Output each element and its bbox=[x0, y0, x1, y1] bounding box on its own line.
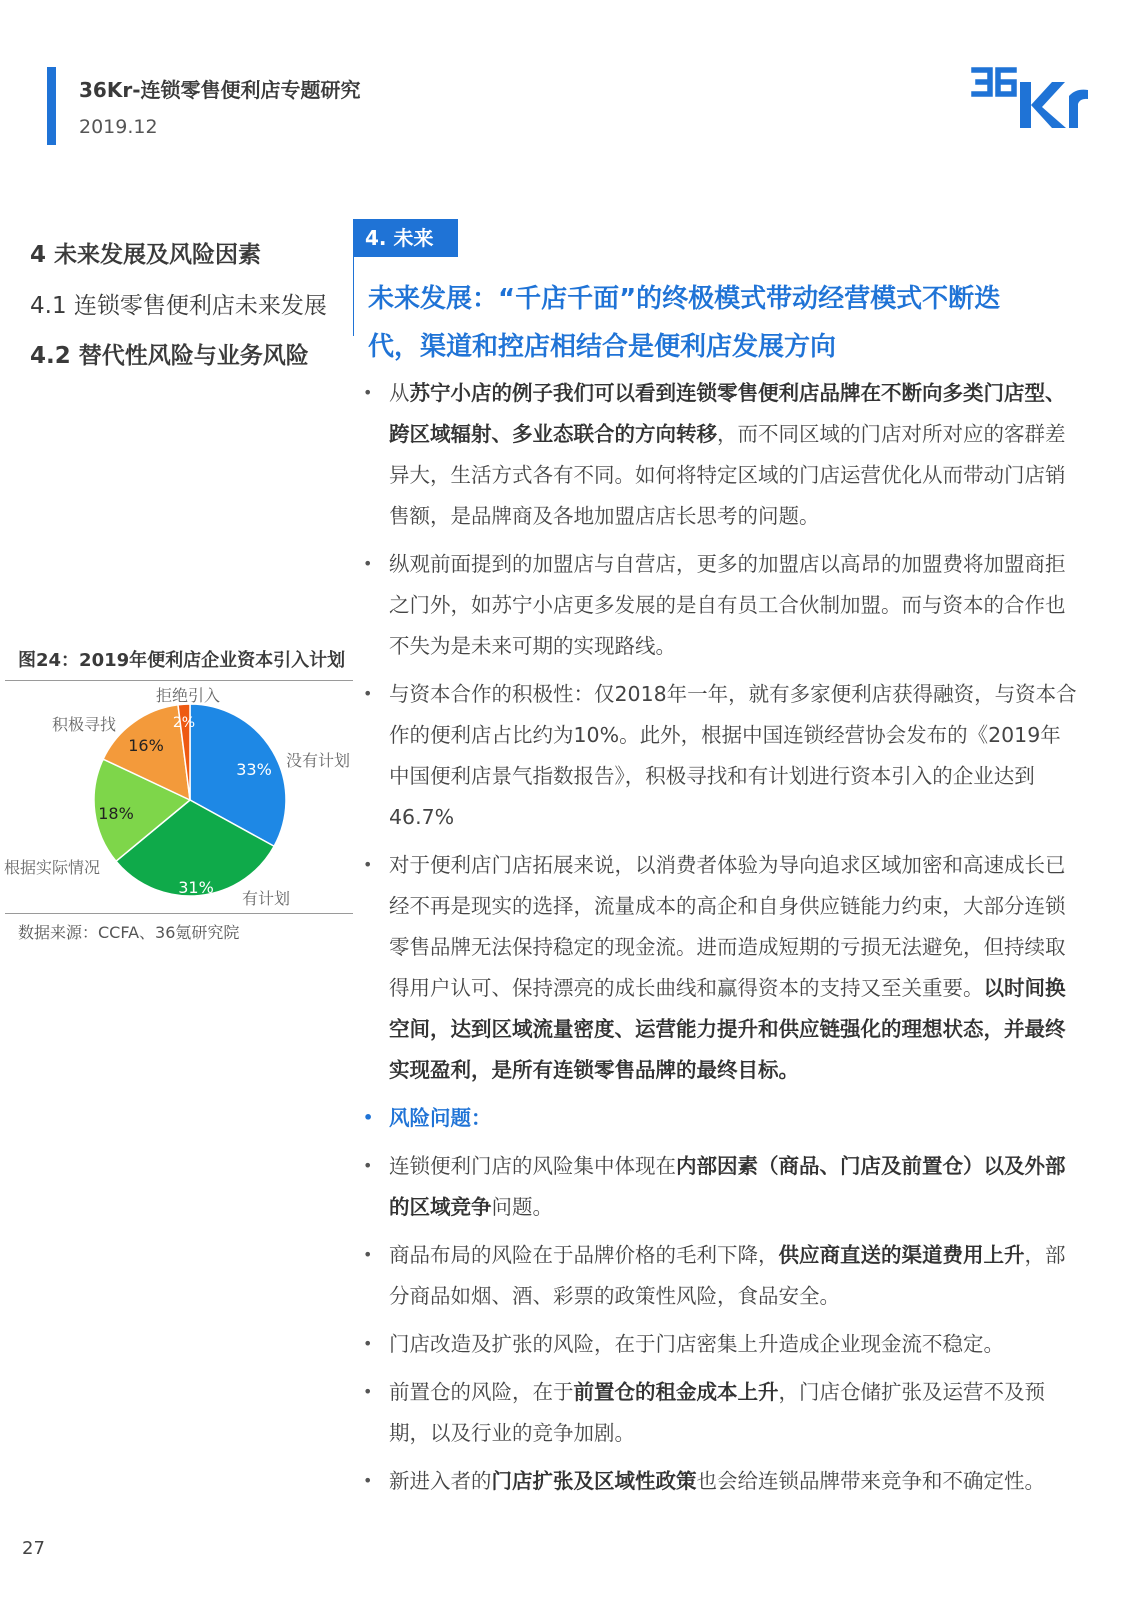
bullet-bold: 门店扩张及区域性政策 bbox=[491, 1469, 697, 1493]
figure-rule-bottom bbox=[5, 913, 353, 914]
pie-chart bbox=[0, 682, 360, 912]
risk-title bbox=[361, 1098, 1081, 1139]
bullet-text: 新进入者的 bbox=[389, 1469, 492, 1493]
bullet-dot-icon: • bbox=[363, 855, 373, 874]
report-title: 36Kr-连锁零售便利店专题研究 bbox=[79, 78, 361, 102]
bullet-bold: 前置仓的租金成本上升 bbox=[573, 1380, 779, 1404]
bullet-franchise bbox=[361, 544, 1081, 667]
bullet-text: 问题。 bbox=[491, 1195, 553, 1219]
section-heading bbox=[368, 275, 1068, 371]
bullet-bold: 苏宁小店的例子我们可以看到连锁零售便利店品牌在不断向多类门店型、跨区域辐射、多业态联合的方向转移 bbox=[389, 381, 1066, 446]
toc-chapter: 4 未来发展及风险因素 bbox=[30, 242, 262, 268]
bullet-dot-icon: • bbox=[363, 1245, 373, 1264]
heading-line-2: 代，渠道和控店相结合是便利店发展方向 bbox=[368, 332, 837, 362]
bullet-text: 前置仓的风险，在于 bbox=[389, 1380, 574, 1404]
risk-title-text: 风险问题： bbox=[389, 1106, 492, 1130]
bullet-dot-icon: • bbox=[363, 1382, 373, 1401]
bullet-dot-icon: • bbox=[363, 684, 373, 703]
bullet-risk-goods bbox=[361, 1235, 1081, 1317]
toc-item-future: 4.1 连锁零售便利店未来发展 bbox=[30, 293, 327, 319]
bullet-dot-icon: • bbox=[363, 1471, 373, 1490]
bullet-text: ，而不同区域的门店对所对应的客群差异大，生活方式各有不同。如何将特定区域的门店运营优化从而带动门店销售额，是品牌商及各地加盟店店长思考的问题。 bbox=[389, 422, 1066, 528]
bullet-text: 也会给连锁品牌带来竞争和不确定性。 bbox=[696, 1469, 1045, 1493]
bullet-text: 纵观前面提到的加盟店与自营店，更多的加盟店以高昂的加盟费将加盟商拒之门外，如苏宁小店更多发展的是自有员工合伙制加盟。而与资本的合作也不失为是未来可期的实现路线。 bbox=[389, 552, 1066, 658]
pie-value-label: 18% bbox=[98, 804, 134, 823]
bullet-dot-icon: • bbox=[363, 1334, 373, 1353]
bullet-list bbox=[361, 373, 1081, 1509]
bullet-text: 连锁便利门店的风险集中体现在 bbox=[389, 1154, 676, 1178]
figure-title: 图24：2019年便利店企业资本引入计划 bbox=[18, 650, 346, 671]
bullet-dot-icon: • bbox=[363, 1156, 373, 1175]
bullet-text: 商品布局的风险在于品牌价格的毛利下降， bbox=[389, 1243, 779, 1267]
bullet-text: ，部分商品如烟、酒、彩票的政策性风险，食品安全。 bbox=[389, 1243, 1066, 1308]
bullet-dot-icon: • bbox=[363, 554, 373, 573]
bullet-dot-icon: • bbox=[363, 383, 373, 402]
bullet-risk-store bbox=[361, 1324, 1081, 1365]
bullet-text: 与资本合作的积极性：仅2018年一年，就有多家便利店获得融资，与资本合作的便利店占比约为10%。此外，根据中国连锁经营协会发布的《2019年中国便利店景气指数报告》，积极寻找和有计划进行资本引入的企业达到46.7% bbox=[389, 682, 1077, 829]
bullet-risk-entrants bbox=[361, 1461, 1081, 1502]
pie-category-label: 积极寻找 bbox=[52, 715, 117, 734]
pie-value-label: 31% bbox=[178, 878, 214, 897]
figure-rule-top bbox=[5, 680, 353, 681]
pie-value-label: 2% bbox=[172, 715, 196, 731]
page-number: 27 bbox=[22, 1538, 45, 1559]
bullet-suning bbox=[361, 373, 1081, 537]
section-tag: 4. 未来 bbox=[353, 219, 458, 257]
figure-source: 数据来源：CCFA、36氪研究院 bbox=[18, 923, 240, 942]
bullet-text: ，门店仓储扩张及运营不及预期，以及行业的竞争加剧。 bbox=[389, 1380, 1045, 1445]
bullet-text: 从 bbox=[389, 381, 410, 405]
pie-category-label: 根据实际情况 bbox=[4, 858, 101, 877]
bullet-risk-warehouse bbox=[361, 1372, 1081, 1454]
pie-category-label: 没有计划 bbox=[286, 751, 351, 770]
bullet-expansion bbox=[361, 845, 1081, 1091]
pie-value-label: 33% bbox=[236, 760, 272, 779]
bullet-text: 门店改造及扩张的风险，在于门店密集上升造成企业现金流不稳定。 bbox=[389, 1332, 1004, 1356]
bullet-dot-icon: • bbox=[363, 1108, 374, 1127]
pie-value-label: 16% bbox=[128, 736, 164, 755]
header-accent-bar bbox=[47, 67, 56, 145]
pie-category-label: 拒绝引入 bbox=[156, 686, 221, 705]
bullet-bold: 供应商直送的渠道费用上升 bbox=[778, 1243, 1025, 1267]
bullet-risk-overview bbox=[361, 1146, 1081, 1228]
36kr-logo bbox=[970, 62, 1090, 132]
report-date: 2019.12 bbox=[79, 116, 158, 138]
pie-category-label: 有计划 bbox=[242, 889, 291, 908]
heading-line-1: 未来发展：“千店千面”的终极模式带动经营模式不断迭 bbox=[368, 284, 1001, 314]
bullet-text: 对于便利店门店拓展来说，以消费者体验为导向追求区域加密和高速成长已经不再是现实的选择，流量成本的高企和自身供应链能力约束，大部分连锁零售品牌无法保持稳定的现金流。进而造成短期的亏损无法避免，但持续取得用户认可、保持漂亮的成长曲线和赢得资本的支持又至关重要。 bbox=[389, 853, 1066, 1000]
bullet-bold: 以时间换空间，达到区域流量密度、运营能力提升和供应链强化的理想状态，并最终实现盈利，是所有连锁零售品牌的最终目标。 bbox=[389, 976, 1066, 1082]
bullet-bold: 内部因素（商品、门店及前置仓）以及外部的区域竞争 bbox=[389, 1154, 1066, 1219]
bullet-capital bbox=[361, 674, 1081, 838]
toc-item-risk: 4.2 替代性风险与业务风险 bbox=[30, 343, 309, 369]
